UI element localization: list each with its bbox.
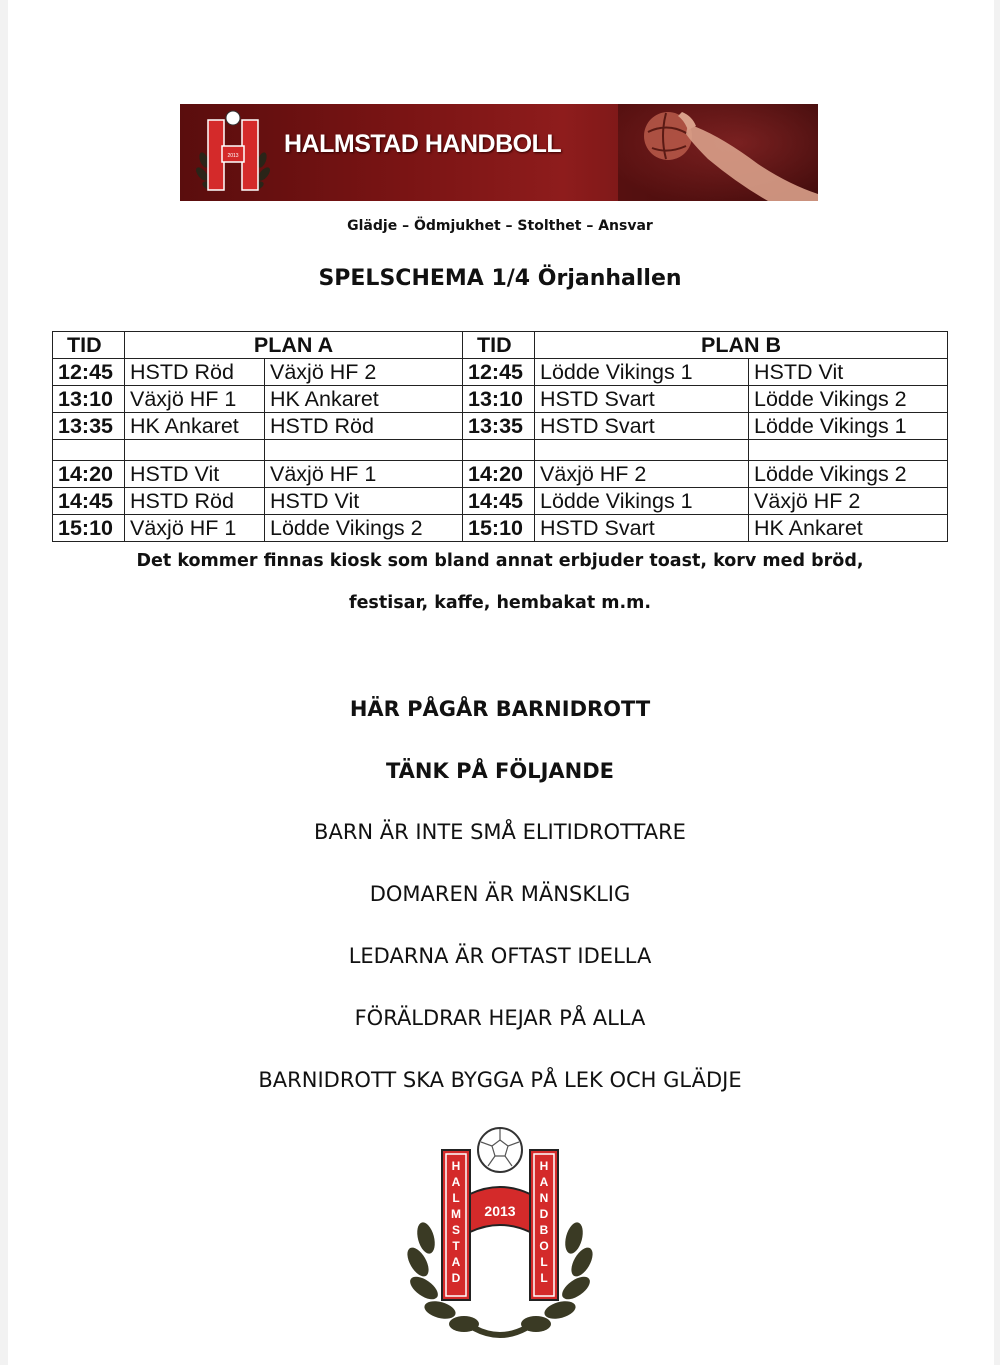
svg-text:A: A [451,1255,461,1269]
team-cell: Växjö HF 1 [125,515,265,542]
svg-text:L: L [540,1271,548,1285]
kiosk-notice-line-1: Det kommer finnas kiosk som bland annat erbjuder toast, korv med bröd, [136,551,864,571]
club-banner [180,104,818,201]
rule-item: BARNIDROTT SKA BYGGA PÅ LEK OCH GLÄDJE [258,1068,742,1092]
team-cell [749,440,948,461]
team-cell: HSTD Röd [125,488,265,515]
club-logo-icon [194,108,272,198]
time-cell: 13:10 [463,386,535,413]
rule-item: LEDARNA ÄR OFTAST IDELLA [348,944,652,968]
time-cell: 14:20 [53,461,125,488]
svg-text:H: H [451,1159,461,1173]
schedule-table [52,331,948,542]
svg-text:L: L [540,1255,548,1269]
table-row [53,515,948,542]
svg-text:N: N [539,1191,549,1205]
time-cell: 13:35 [53,413,125,440]
time-cell: 14:45 [53,488,125,515]
page-edge [0,0,8,1365]
team-cell: Lödde Vikings 1 [535,488,749,515]
team-cell: HSTD Vit [749,359,948,386]
team-cell [125,440,265,461]
team-cell: HSTD Röd [265,413,463,440]
svg-text:S: S [451,1223,461,1237]
team-cell: Lödde Vikings 1 [749,413,948,440]
team-cell: HK Ankaret [125,413,265,440]
team-cell: Växjö HF 1 [125,386,265,413]
time-cell: 12:45 [463,359,535,386]
svg-text:B: B [539,1223,549,1237]
team-cell: HSTD Vit [265,488,463,515]
rules-title: HÄR PÅGÅR BARNIDROTT [349,697,651,721]
svg-text:T: T [452,1239,460,1253]
rule-item: BARN ÄR INTE SMÅ ELITIDROTTARE [314,820,686,844]
handball-player-photo [618,104,818,201]
svg-text:M: M [451,1207,461,1221]
team-cell [535,440,749,461]
column-header-plan-a: PLAN A [125,332,463,359]
svg-text:2013: 2013 [227,153,239,159]
page-title: SPELSCHEMA 1/4 Örjanhallen [318,266,682,291]
svg-text:O: O [539,1239,549,1253]
table-row [53,359,948,386]
team-cell: Växjö HF 2 [265,359,463,386]
svg-text:H: H [539,1159,549,1173]
svg-text:D: D [451,1271,461,1285]
team-cell: Lödde Vikings 2 [265,515,463,542]
team-cell: HK Ankaret [749,515,948,542]
column-header-tid-a: TID [53,332,125,359]
rules-subtitle: TÄNK PÅ FÖLJANDE [385,759,615,783]
table-row [53,413,948,440]
table-row [53,488,948,515]
svg-text:2013: 2013 [484,1203,516,1219]
time-cell: 15:10 [463,515,535,542]
time-cell [53,440,125,461]
team-cell: HSTD Röd [125,359,265,386]
team-cell: HSTD Svart [535,515,749,542]
team-cell [265,440,463,461]
time-cell [463,440,535,461]
team-cell: Lödde Vikings 1 [535,359,749,386]
svg-text:A: A [539,1175,549,1189]
time-cell: 12:45 [53,359,125,386]
time-cell: 14:45 [463,488,535,515]
team-cell: HSTD Vit [125,461,265,488]
banner-title: HALMSTAD HANDBOLL [284,130,562,158]
svg-text:A: A [451,1175,461,1189]
time-cell: 14:20 [463,461,535,488]
column-header-plan-b: PLAN B [535,332,948,359]
team-cell: Växjö HF 1 [265,461,463,488]
team-cell: Växjö HF 2 [749,488,948,515]
rule-item: DOMAREN ÄR MÄNSKLIG [369,882,631,906]
club-motto: Glädje – Ödmjukhet – Stolthet – Ansvar [347,218,653,234]
kiosk-notice-line-2: festisar, kaffe, hembakat m.m. [348,593,652,613]
table-row [53,386,948,413]
time-cell: 13:10 [53,386,125,413]
column-header-tid-b: TID [463,332,535,359]
team-cell: Lödde Vikings 2 [749,386,948,413]
rule-item: FÖRÄLDRAR HEJAR PÅ ALLA [354,1006,646,1030]
team-cell: Lödde Vikings 2 [749,461,948,488]
table-row [53,461,948,488]
schedule-header-row [53,332,948,359]
team-cell: Växjö HF 2 [535,461,749,488]
team-cell: HSTD Svart [535,386,749,413]
table-row-empty [53,440,948,461]
svg-text:L: L [452,1191,460,1205]
svg-text:D: D [539,1207,549,1221]
club-crest-icon [404,1120,596,1340]
team-cell: HK Ankaret [265,386,463,413]
page-edge [994,0,1000,1365]
time-cell: 15:10 [53,515,125,542]
time-cell: 13:35 [463,413,535,440]
team-cell: HSTD Svart [535,413,749,440]
